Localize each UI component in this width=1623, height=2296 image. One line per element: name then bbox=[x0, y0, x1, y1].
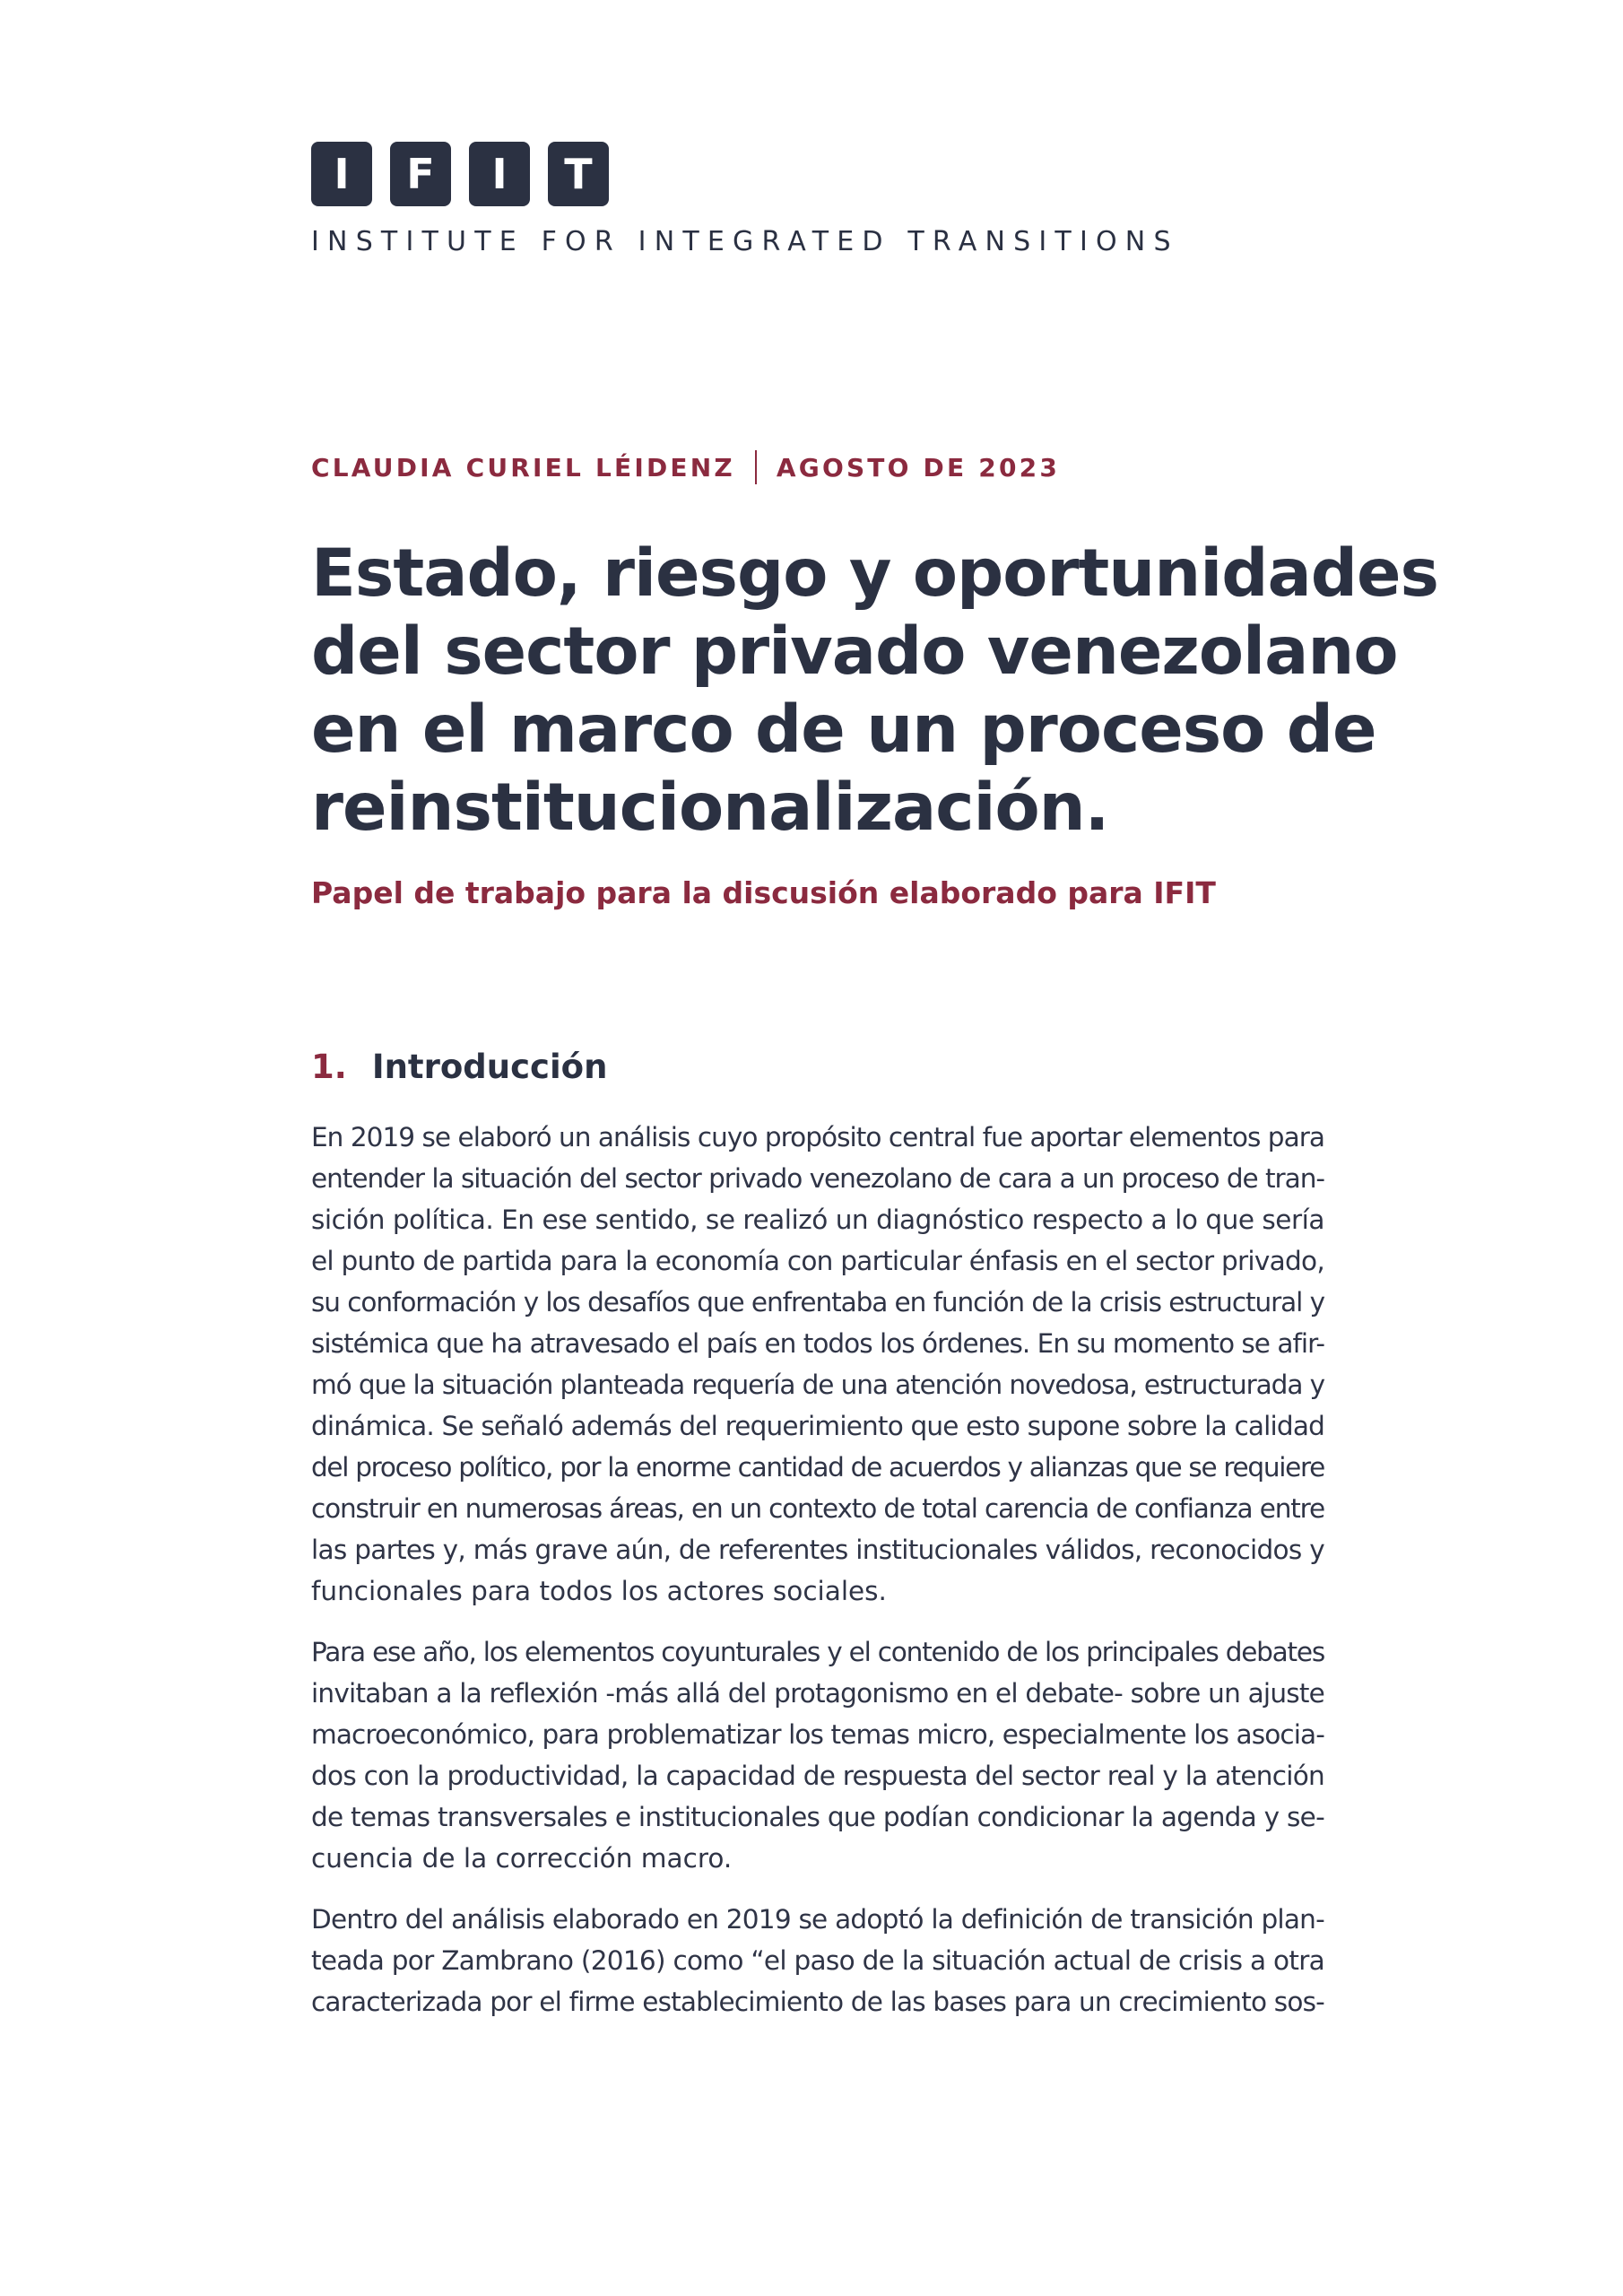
text-line: caracterizada por el firme establecimiento de las bases para un crecimiento sos- bbox=[311, 1987, 1324, 2017]
logo-letter-box: I bbox=[311, 142, 372, 206]
logo-letter-box: F bbox=[390, 142, 451, 206]
text-line: dinámica. Se señaló además del requerimiento que esto supone sobre la calidad bbox=[311, 1411, 1324, 1441]
text-line: del proceso político, por la enorme cantidad de acuerdos y alianzas que se requiere bbox=[311, 1452, 1324, 1483]
logo-letter-box: I bbox=[469, 142, 530, 206]
text-line: cuencia de la corrección macro. bbox=[311, 1843, 733, 1874]
text-line: las partes y, más grave aún, de referentes institucionales válidos, reconocidos y bbox=[311, 1535, 1324, 1565]
byline bbox=[311, 450, 1060, 484]
text-line: funcionales para todos los actores sociales. bbox=[311, 1576, 887, 1606]
text-line: sición política. En ese sentido, se realizó un diagnóstico respecto a lo que sería bbox=[311, 1205, 1324, 1235]
text-line: teada por Zambrano (2016) como “el paso de la situación actual de crisis a otra bbox=[311, 1945, 1324, 1976]
ifit-logo bbox=[311, 142, 609, 206]
text-line: dos con la productividad, la capacidad de respuesta del sector real y la atención bbox=[311, 1761, 1324, 1791]
title-line: del sector privado venezolano bbox=[311, 613, 1398, 690]
logo-letter-box: T bbox=[548, 142, 609, 206]
text-line: de temas transversales e institucionales que podían condicionar la agenda y se- bbox=[311, 1802, 1324, 1832]
text-line: mó que la situación planteada requería de una atención novedosa, estructurada y bbox=[311, 1370, 1324, 1400]
text-line: construir en numerosas áreas, en un contexto de total carencia de confianza entre bbox=[311, 1493, 1324, 1524]
section-title: Introducción bbox=[371, 1048, 608, 1086]
title-line: reinstitucionalización. bbox=[311, 770, 1109, 846]
text-line: macroeconómico, para problematizar los temas micro, especialmente los asocia- bbox=[311, 1719, 1324, 1750]
byline-divider bbox=[755, 450, 757, 484]
paragraph bbox=[311, 1631, 1324, 1879]
publication-date: AGOSTO DE 2023 bbox=[776, 452, 1061, 483]
text-line: sistémica que ha atravesado el país en todos los órdenes. En su momento se afir- bbox=[311, 1328, 1324, 1359]
text-line: invitaban a la reflexión -más allá del protagonismo en el debate- sobre un ajuste bbox=[311, 1678, 1324, 1709]
text-line: el punto de partida para la economía con particular énfasis en el sector privado, bbox=[311, 1246, 1324, 1276]
paragraph bbox=[311, 1117, 1324, 1612]
logo-tagline: INSTITUTE FOR INTEGRATED TRANSITIONS bbox=[311, 226, 1179, 257]
author-name: CLAUDIA CURIEL LÉIDENZ bbox=[311, 452, 735, 483]
section-heading bbox=[311, 1048, 607, 1086]
body-text bbox=[311, 1117, 1324, 2042]
title-line: en el marco de un proceso de bbox=[311, 691, 1376, 768]
section-number: 1. bbox=[311, 1048, 347, 1086]
paragraph bbox=[311, 1899, 1324, 2022]
text-line: su conformación y los desafíos que enfrentaba en función de la crisis estructural y bbox=[311, 1287, 1324, 1318]
document-subtitle: Papel de trabajo para la discusión elaborado para IFIT bbox=[311, 875, 1216, 910]
text-line: entender la situación del sector privado venezolano de cara a un proceso de tran- bbox=[311, 1163, 1324, 1194]
text-line: En 2019 se elaboró un análisis cuyo propósito central fue aportar elementos para bbox=[311, 1122, 1324, 1152]
text-line: Dentro del análisis elaborado en 2019 se adoptó la definición de transición plan- bbox=[311, 1904, 1324, 1935]
title-line: Estado, riesgo y oportunidades bbox=[311, 535, 1438, 612]
text-line: Para ese año, los elementos coyunturales y el contenido de los principales debates bbox=[311, 1637, 1324, 1667]
document-title bbox=[311, 535, 1438, 847]
